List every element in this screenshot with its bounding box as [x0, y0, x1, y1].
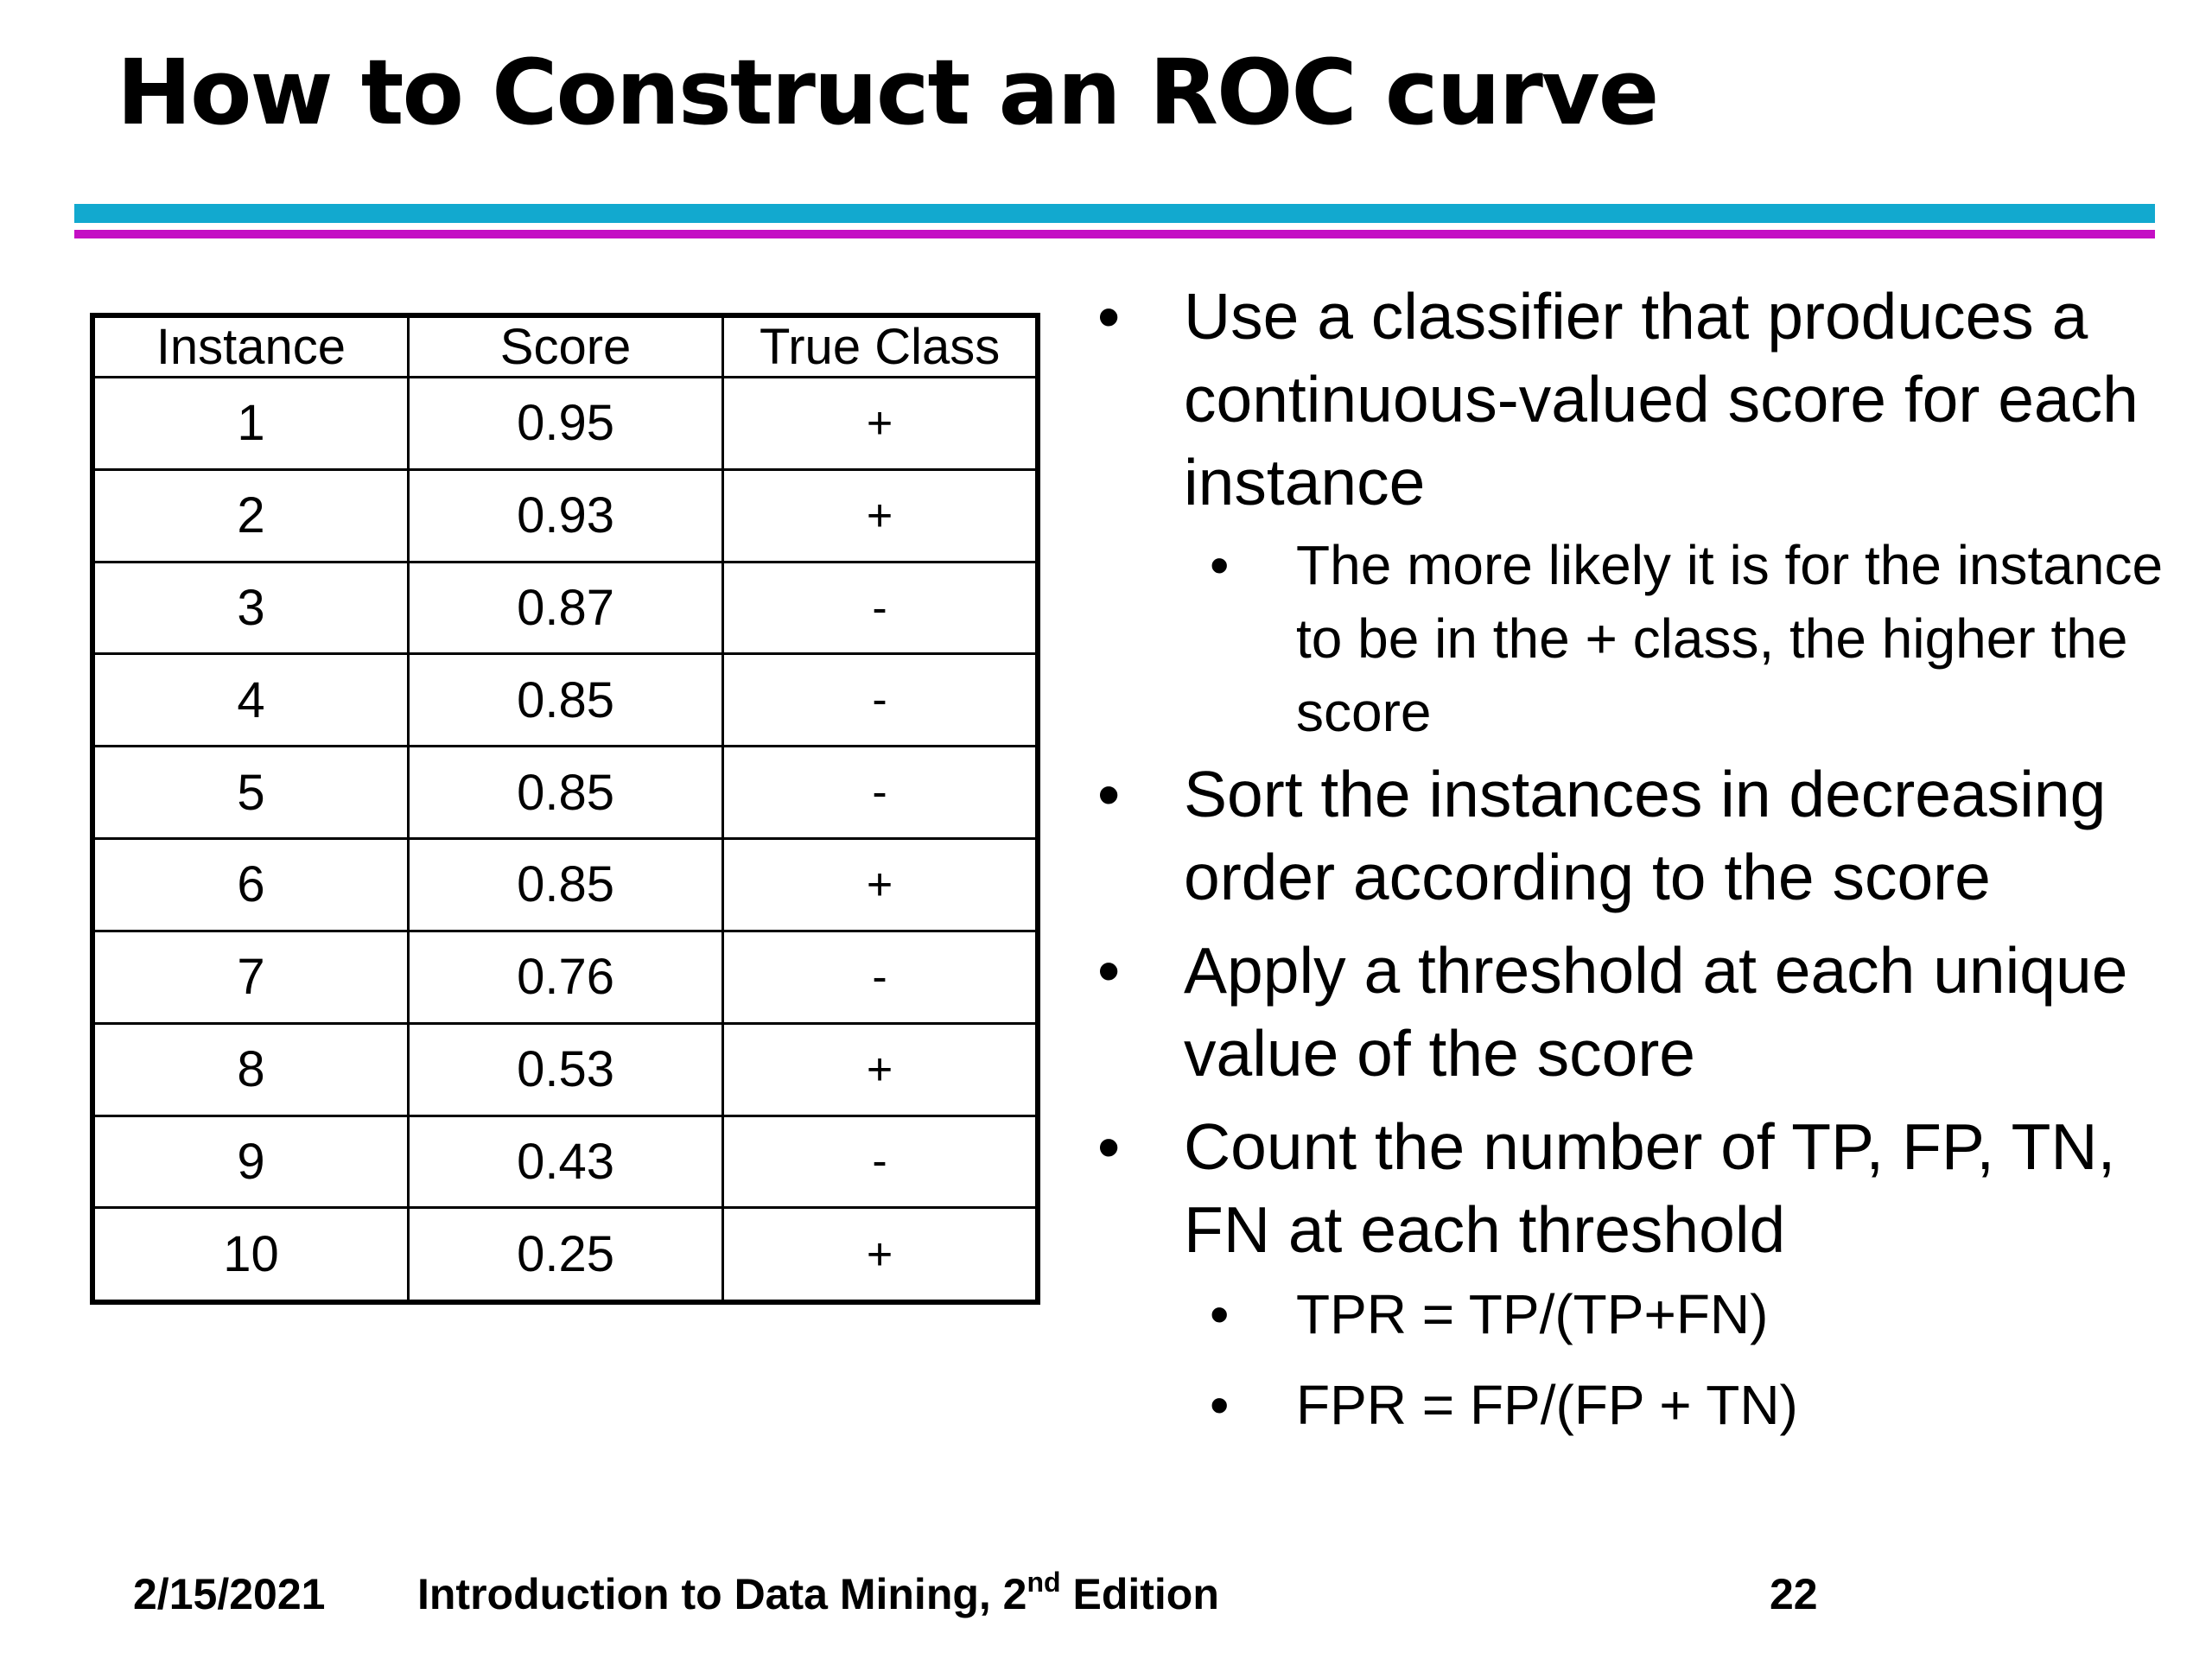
true-class-cell: +: [723, 378, 1038, 470]
bullet-dot-icon: •: [1097, 934, 1121, 1007]
true-class-cell: +: [723, 469, 1038, 562]
sub-bullet-text: FPR = FP/(FP + TN): [1296, 1374, 1798, 1436]
slide-title: How to Construct an ROC curve: [117, 40, 1658, 145]
table-body: [92, 378, 1038, 1303]
table-header-row: [92, 315, 1038, 378]
title-rule-cyan: [74, 204, 2155, 223]
sub-bullet-dot-icon: •: [1210, 1374, 1230, 1436]
footer-book-title: [417, 1568, 1219, 1620]
footer-date: 2/15/2021: [133, 1570, 326, 1618]
header-instance: Instance: [92, 315, 408, 378]
footer-book-sup: nd: [1027, 1567, 1061, 1598]
table-row: [92, 562, 1038, 654]
bullet-item: [1097, 929, 2203, 1095]
instance-cell: 9: [92, 1116, 408, 1208]
score-cell: 0.53: [408, 1023, 722, 1116]
instance-cell: 2: [92, 469, 408, 562]
score-cell: 0.93: [408, 469, 722, 562]
true-class-cell: -: [723, 747, 1038, 839]
sub-bullet-item: [1097, 1369, 2203, 1442]
score-cell: 0.76: [408, 931, 722, 1023]
bullet-dot-icon: •: [1097, 280, 1121, 353]
instance-cell: 10: [92, 1208, 408, 1302]
sub-bullet-dot-icon: •: [1210, 1283, 1230, 1345]
score-cell: 0.43: [408, 1116, 722, 1208]
bullet-list: [1097, 275, 2203, 1442]
sub-bullet-text: TPR = TP/(TP+FN): [1296, 1283, 1769, 1345]
true-class-cell: -: [723, 1116, 1038, 1208]
true-class-cell: +: [723, 839, 1038, 931]
bullet-item: [1097, 753, 2203, 918]
score-cell: 0.95: [408, 378, 722, 470]
true-class-cell: -: [723, 562, 1038, 654]
sub-bullet-dot-icon: •: [1210, 534, 1230, 596]
score-cell: 0.85: [408, 839, 722, 931]
score-cell: 0.85: [408, 747, 722, 839]
table-row: [92, 1116, 1038, 1208]
table-row: [92, 469, 1038, 562]
bullet-text: Sort the instances in decreasing order according to the score: [1184, 758, 2107, 913]
instance-cell: 7: [92, 931, 408, 1023]
true-class-cell: -: [723, 931, 1038, 1023]
table-row: [92, 747, 1038, 839]
true-class-cell: +: [723, 1208, 1038, 1302]
bullet-dot-icon: •: [1097, 1110, 1121, 1183]
table-row: [92, 1208, 1038, 1302]
true-class-cell: -: [723, 654, 1038, 747]
instance-cell: 4: [92, 654, 408, 747]
instance-cell: 3: [92, 562, 408, 654]
bullet-text: Count the number of TP, FP, TN, FN at each threshold: [1184, 1110, 2116, 1266]
instance-cell: 6: [92, 839, 408, 931]
table-row: [92, 654, 1038, 747]
score-cell: 0.85: [408, 654, 722, 747]
title-rule-magenta: [74, 230, 2155, 238]
instance-cell: 5: [92, 747, 408, 839]
instance-cell: 1: [92, 378, 408, 470]
header-score: Score: [408, 315, 722, 378]
footer-page-number: 22: [1770, 1570, 1818, 1618]
bullet-text: Use a classifier that produces a continuous-valued score for each instance: [1184, 280, 2139, 518]
score-cell: 0.25: [408, 1208, 722, 1302]
score-table: [90, 313, 1040, 1305]
true-class-cell: +: [723, 1023, 1038, 1116]
table-row: [92, 378, 1038, 470]
footer-book-suffix: Edition: [1060, 1570, 1219, 1618]
bullet-item: [1097, 1105, 2203, 1271]
sub-bullet-text: The more likely it is for the instance to be in the + class, the higher the score: [1296, 534, 2164, 743]
table-row: [92, 931, 1038, 1023]
bullet-text: Apply a threshold at each unique value of the score: [1184, 934, 2128, 1090]
sub-bullet-item: [1097, 529, 2203, 749]
table-row: [92, 1023, 1038, 1116]
table-row: [92, 839, 1038, 931]
sub-bullet-item: [1097, 1278, 2203, 1351]
bullet-item: [1097, 275, 2203, 524]
footer-book-prefix: Introduction to Data Mining, 2: [417, 1570, 1027, 1618]
score-cell: 0.87: [408, 562, 722, 654]
instance-cell: 8: [92, 1023, 408, 1116]
bullet-dot-icon: •: [1097, 758, 1121, 830]
header-true-class: True Class: [723, 315, 1038, 378]
